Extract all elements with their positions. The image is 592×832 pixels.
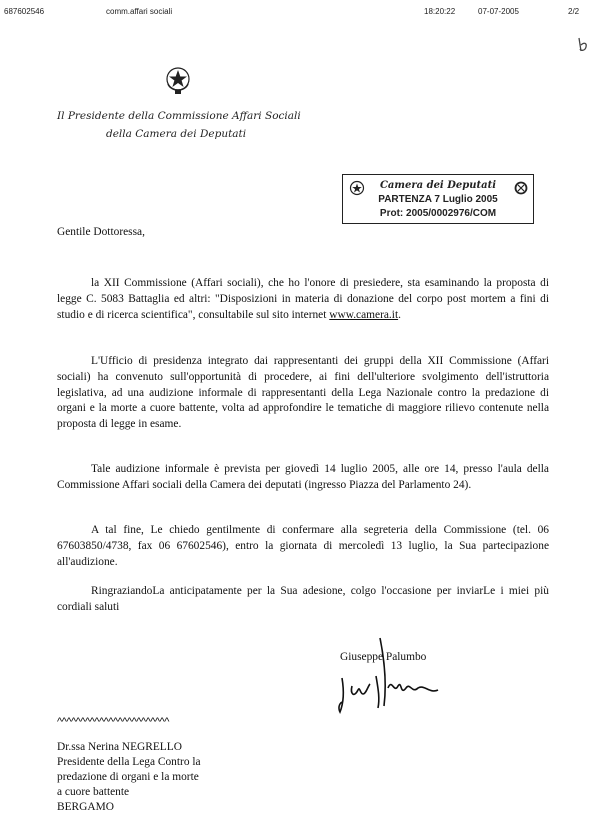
handwritten-signature: [330, 628, 470, 718]
recipient-address: [57, 740, 257, 815]
stamp-protocol-number: Prot: 2005/0002976/COM: [379, 208, 497, 219]
fax-time: 18:20:22: [424, 7, 456, 16]
fax-page: 2/2: [568, 7, 580, 16]
recipient-org-line1: predazione di organi e la morte: [57, 771, 199, 783]
salutation: Gentile Dottoressa,: [57, 226, 145, 238]
paragraph-1: la XII Commissione (Affari sociali), che ho l'onore di presiedere, sta esaminando la proposta di legge C. 5083 Battaglia ed altri: "Disposizioni in materia di donazione del corpo post mortem a fini di studio e di ricerca scientifica", consultabile sul sito internet www.camera.it.: [57, 277, 549, 321]
paragraph-4: A tal fine, Le chiedo gentilmente di confermare alla segreteria della Commissione (tel. 06 67603850/4738, fax 06 67602546), entro la giornata di mercoledì 13 luglio, la Sua partecipazione all'audizione.: [57, 524, 549, 568]
paragraph-3: Tale audizione informale è prevista per giovedì 14 luglio 2005, alle ore 14, presso l'aula della Commissione Affari sociali della Camera dei deputati (ingresso Piazza del Parlamento 24).: [57, 463, 549, 491]
paragraph-1-text: la XII Commissione (Affari sociali), che ho l'onore di presiedere, sta esaminando la proposta di legge C. 5083 Battaglia ed altri: "Disposizioni in materia di donazione del corpo post mortem a fini di studio e di ricerca scientifica", consultabile sul sito internet: [57, 277, 549, 321]
separator-line: ^^^^^^^^^^^^^^^^^^^^^^^^: [57, 716, 169, 728]
signatory-name: Giuseppe Palumbo: [340, 651, 427, 663]
paragraph-5: RingraziandoLa anticipatamente per la Sua adesione, colgo l'occasione per inviarLe i miei più cordiali saluti: [57, 585, 549, 613]
star-emblem-icon: [164, 65, 192, 95]
letterhead-line2: della Camera dei Deputati: [106, 128, 247, 140]
recipient-org-line2: a cuore battente: [57, 786, 130, 798]
stamp-departure-date: PARTENZA 7 Luglio 2005: [378, 194, 498, 205]
stamp-title: Camera dei Deputati: [379, 180, 497, 191]
fax-date: 07-07-2005: [478, 7, 519, 16]
protocol-stamp: [342, 174, 534, 224]
fax-number: 687602546: [4, 7, 45, 16]
scribble-mark: [576, 36, 590, 54]
recipient-title: Presidente della Lega Contro la: [57, 756, 201, 768]
fax-sender: comm.affari sociali: [106, 7, 173, 16]
camera-website-link[interactable]: www.camera.it: [329, 308, 399, 321]
recipient-name: Dr.ssa Nerina NEGRELLO: [57, 741, 182, 753]
paragraph-2: L'Ufficio di presidenza integrato dai rappresentanti dei gruppi della XII Commissione (Affari sociali) ha convenuto sull'opportunità di procedere, ai fini dell'ulteriore svolgimento dell'istruttoria legislativa, ad una audizione informale di rappresentanti della Lega Nazionale contro la predazione di organi e la morte a cuore battente, volta ad approfondire le tematiche di maggiore rilievo contenute nella proposta di legge in esame.: [57, 355, 549, 431]
recipient-city: BERGAMO: [57, 801, 114, 813]
letterhead-line1: Il Presidente della Commissione Affari Sociali: [57, 110, 301, 122]
